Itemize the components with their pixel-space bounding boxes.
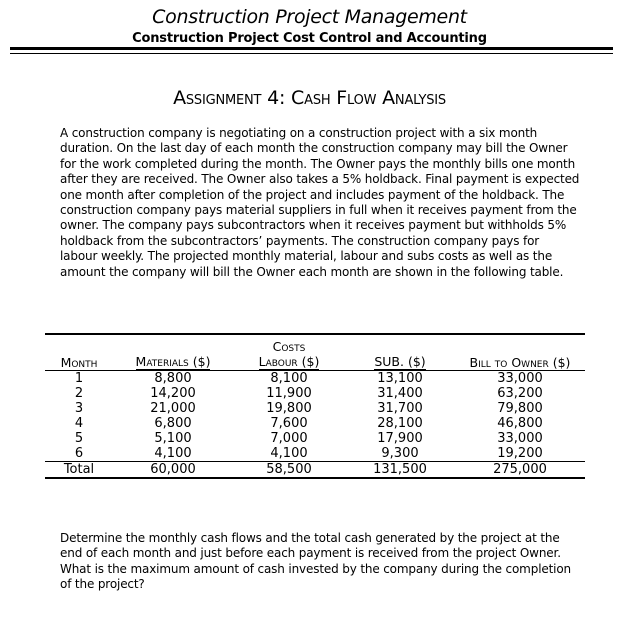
table-cell: 6,800 [154,416,192,431]
table-total-row [45,462,585,479]
table-cell: 79,800 [497,401,543,416]
table-row [45,431,585,446]
table-row [45,446,585,462]
table-cell: 4,100 [154,446,192,461]
table-cell: 19,200 [497,446,543,461]
table-cell: 4,100 [270,446,308,461]
table-cell: 60,000 [113,462,233,479]
table-row [45,386,585,401]
table-cell: 4 [74,416,84,431]
table-cell: 3 [74,401,84,416]
table-cell: 275,000 [455,462,585,479]
table-row [45,401,585,416]
course-subtitle: Construction Project Cost Control and Accounting [132,31,487,46]
table-cell: 28,100 [377,416,423,431]
col-header-labour: Labour ($) [233,354,345,371]
question-text: Determine the monthly cash flows and the total cash generated by the project at the end of each month and just before each payment is received from the project Owner. What is the maximum amount of cash invested by the company during the completion of the project? [60,531,571,592]
table-cell: 8,800 [154,371,192,386]
table-cell: 9,300 [381,446,419,461]
table-cell: 8,100 [270,371,308,386]
col-header-subs: SUB. ($) [345,354,455,371]
header-rule-thick [10,47,613,50]
header-rule-thin [10,53,613,54]
table-cell: 11,900 [266,386,312,401]
table-cell: 19,800 [266,401,312,416]
table-cell: 31,400 [377,386,423,401]
table-cell: 7,000 [270,431,308,446]
table-cell: 33,000 [497,431,543,446]
cost-table-container [45,336,585,479]
table-top-rule [45,333,585,335]
table-cell: 21,000 [150,401,196,416]
table-cell: 2 [74,386,84,401]
table-cell: 5 [74,431,84,446]
table-cell: 6 [74,446,84,461]
table-header-row [45,354,585,371]
problem-statement: A construction company is negotiating on a construction project with a six month duration. On the last day of each month the construction company may bill the Owner for the work completed during the month. The Owner pays the monthly bills one month after they are received. The Owner also takes a 5% holdback. Final payment is expected one month after completion of the project and includes payment of the holdback. The construction company pays material suppliers in full when it receives payment from the owner. The company pays subcontractors when it receives payment but withholds 5% holdback from the subcontractors’ payments. The construction company pays for labour weekly. The projected monthly material, labour and subs costs as well as the amount the company will bill the Owner each month are shown in the following table. [60,126,580,279]
table-row [45,371,585,387]
col-header-materials: Materials ($) [113,354,233,371]
table-cell: 5,100 [154,431,192,446]
table-cell: 14,200 [150,386,196,401]
table-group-header-row [45,336,585,354]
cost-table [45,336,585,479]
assignment-title: Assignment 4: Cash Flow Analysis [173,87,446,109]
course-title: Construction Project Management [152,6,467,28]
table-cell: 1 [74,371,84,386]
col-header-bill-to-owner: Bill to Owner ($) [455,354,585,371]
table-cell: 17,900 [377,431,423,446]
table-cell: 31,700 [377,401,423,416]
table-cell: 58,500 [233,462,345,479]
table-cell: 33,000 [497,371,543,386]
costs-group-header: Costs [272,339,306,354]
table-cell: 13,100 [377,371,423,386]
table-cell: 131,500 [345,462,455,479]
table-row [45,416,585,431]
table-cell: 63,200 [497,386,543,401]
table-cell: 7,600 [270,416,308,431]
table-cell: Total [45,462,113,479]
table-cell: 46,800 [497,416,543,431]
col-header-month: Month [45,354,113,371]
